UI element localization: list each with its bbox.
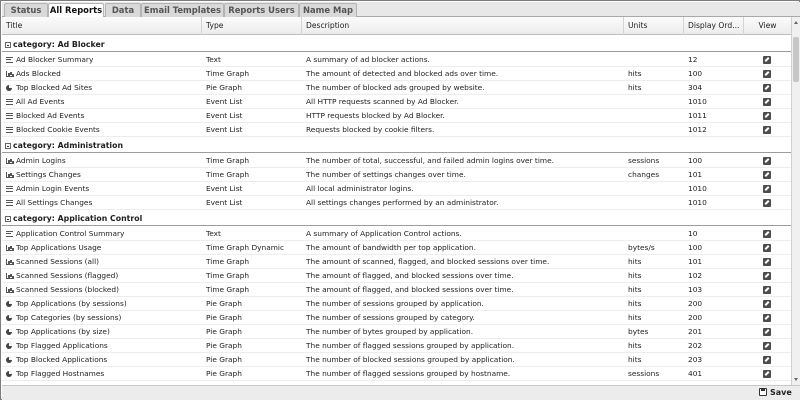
report-title: Blocked Ad Events [16, 111, 85, 120]
pie-chart-icon [6, 85, 12, 91]
column-header-units[interactable]: Units [624, 17, 684, 35]
column-header-description[interactable]: Description [302, 17, 624, 35]
scrollbar-thumb[interactable] [793, 37, 799, 82]
pie-chart-icon [6, 315, 12, 321]
view-report-icon[interactable] [763, 342, 771, 350]
table-row[interactable] [2, 53, 791, 67]
report-title-cell [2, 168, 202, 182]
bar-chart-icon [6, 273, 13, 279]
report-description-cell: The amount of flagged, and blocked sessions over time. [306, 271, 514, 280]
report-grid-body [2, 36, 791, 385]
pie-chart-icon [6, 343, 12, 349]
collapse-icon[interactable] [5, 216, 11, 222]
view-report-icon[interactable] [763, 185, 771, 193]
report-title: Scanned Sessions (all) [16, 257, 100, 266]
bar-chart-icon [6, 172, 13, 178]
table-row[interactable] [2, 95, 791, 109]
tab-name-map[interactable]: Name Map [299, 3, 357, 17]
display-order-cell: 1010 [688, 184, 707, 193]
tab-reports-users[interactable]: Reports Users [224, 3, 299, 17]
table-row[interactable] [2, 339, 791, 353]
collapse-icon[interactable] [5, 42, 11, 48]
column-header-title[interactable]: Title [2, 17, 202, 35]
display-order-cell: 101 [688, 170, 703, 179]
view-report-icon[interactable] [763, 56, 771, 64]
report-title-cell [2, 95, 202, 109]
scroll-up-arrow-icon[interactable] [794, 21, 798, 24]
report-description-cell: Requests blocked by cookie filters. [306, 125, 435, 134]
report-description-cell: A summary of ad blocker actions. [306, 55, 430, 64]
category-label [2, 36, 402, 52]
report-title-cell [2, 154, 202, 168]
view-report-icon[interactable] [763, 199, 771, 207]
bar-chart-icon [6, 71, 13, 77]
category-group-header[interactable] [2, 137, 791, 153]
report-title-cell [2, 339, 202, 353]
event-list-icon [6, 99, 13, 105]
report-units-cell: hits [628, 271, 642, 280]
report-units-cell: hits [628, 69, 642, 78]
view-report-icon[interactable] [763, 70, 771, 78]
report-title: Top Categories (by sessions) [16, 313, 122, 322]
report-title: Top Applications (by sessions) [16, 299, 127, 308]
report-units-cell [624, 53, 684, 67]
table-row[interactable] [2, 109, 791, 123]
table-row[interactable] [2, 283, 791, 297]
report-units-cell: hits [628, 341, 642, 350]
table-row[interactable] [2, 255, 791, 269]
report-type-cell: Time Graph [206, 156, 250, 165]
column-header-display-order[interactable]: Display Ord... [684, 17, 744, 35]
report-description-cell: The number of sessions grouped by category. [306, 313, 475, 322]
report-type-cell: Pie Graph [206, 327, 242, 336]
report-units-cell: hits [628, 355, 642, 364]
table-row[interactable] [2, 311, 791, 325]
event-list-icon [6, 186, 13, 192]
report-title-cell [2, 196, 202, 210]
event-list-icon [6, 127, 13, 133]
view-report-icon[interactable] [763, 356, 771, 364]
report-type-cell: Event List [206, 184, 243, 193]
report-title-cell [2, 182, 202, 196]
report-description-cell: The number of flagged sessions grouped by application. [306, 341, 515, 350]
category-group-header[interactable] [2, 36, 791, 52]
table-row[interactable] [2, 353, 791, 367]
save-button[interactable] [759, 387, 792, 400]
pie-chart-icon [6, 357, 12, 363]
report-description-cell: A summary of Application Control actions. [306, 229, 462, 238]
report-title: All Settings Changes [16, 198, 93, 207]
view-report-icon[interactable] [763, 370, 771, 378]
save-label: Save [770, 388, 792, 397]
report-type-cell: Event List [206, 125, 243, 134]
report-title: Admin Logins [16, 156, 66, 165]
report-title: All Ad Events [16, 97, 65, 106]
display-order-cell: 1012 [688, 125, 707, 134]
table-row[interactable] [2, 182, 791, 196]
report-type-cell: Time Graph Dynamic [206, 243, 285, 252]
report-type-cell: Text [206, 229, 221, 238]
report-units-cell: changes [628, 170, 660, 179]
report-title: Top Blocked Ad Sites [16, 83, 93, 92]
report-title: Blocked Cookie Events [16, 125, 100, 134]
display-order-cell: 201 [688, 327, 703, 336]
display-order-cell: 100 [688, 243, 703, 252]
report-title: Scanned Sessions (flagged) [16, 271, 119, 280]
report-description-cell: The amount of detected and blocked ads over time. [306, 69, 499, 78]
view-report-icon[interactable] [763, 328, 771, 336]
display-order-cell: 12 [688, 55, 698, 64]
table-row[interactable] [2, 154, 791, 168]
report-units-cell [624, 123, 684, 137]
display-order-cell: 1011 [688, 111, 707, 120]
report-title-cell [2, 297, 202, 311]
report-type-cell: Pie Graph [206, 83, 242, 92]
view-report-icon[interactable] [763, 244, 771, 252]
report-type-cell: Event List [206, 111, 243, 120]
report-description-cell: The amount of flagged, and blocked sessions over time. [306, 285, 514, 294]
display-order-cell: 401 [688, 369, 703, 378]
report-description-cell: The number of blocked ads grouped by website. [306, 83, 485, 92]
view-report-icon[interactable] [763, 230, 771, 238]
view-report-icon[interactable] [763, 98, 771, 106]
report-description-cell: The amount of bandwidth per top application. [306, 243, 476, 252]
scroll-down-arrow-icon[interactable] [794, 378, 798, 381]
report-units-cell [624, 95, 684, 109]
report-description-cell: The number of flagged sessions grouped by hostname. [306, 369, 511, 378]
report-title-cell [2, 241, 202, 255]
report-title-cell [2, 269, 202, 283]
report-title-cell [2, 123, 202, 137]
category-text: category: Application Control [13, 214, 143, 223]
pie-chart-icon [6, 301, 12, 307]
display-order-cell: 1010 [688, 97, 707, 106]
display-order-cell: 10 [688, 229, 698, 238]
report-title: Top Flagged Hostnames [16, 369, 105, 378]
report-units-cell [624, 196, 684, 210]
table-row[interactable] [2, 241, 791, 255]
report-units-cell: hits [628, 299, 642, 308]
report-description-cell: The number of settings changes over time. [306, 170, 466, 179]
view-report-icon[interactable] [763, 258, 771, 266]
category-text: category: Administration [13, 141, 124, 150]
report-type-cell: Time Graph [206, 285, 250, 294]
display-order-cell: 101 [688, 257, 703, 266]
pie-chart-icon [6, 371, 12, 377]
report-units-cell: bytes [628, 327, 649, 336]
report-units-cell [624, 182, 684, 196]
report-type-cell: Text [206, 55, 221, 64]
table-row[interactable] [2, 297, 791, 311]
pie-chart-icon [6, 329, 12, 335]
view-report-icon[interactable] [763, 300, 771, 308]
tab-all-reports[interactable]: All Reports [48, 3, 104, 18]
report-description-cell: All settings changes performed by an administrator. [306, 198, 499, 207]
report-units-cell [624, 109, 684, 123]
display-order-cell: 103 [688, 285, 703, 294]
event-list-icon [6, 200, 13, 206]
report-units-cell: sessions [628, 369, 660, 378]
display-order-cell: 203 [688, 355, 703, 364]
report-units-cell: sessions [628, 156, 660, 165]
tab-bar [2, 2, 800, 17]
category-text: category: Ad Blocker [13, 40, 105, 49]
column-header-type[interactable]: Type [202, 17, 302, 35]
display-order-cell: 1010 [688, 198, 707, 207]
report-title-cell [2, 67, 202, 81]
footer-toolbar [2, 385, 800, 400]
report-description-cell: The number of bytes grouped by application. [306, 327, 474, 336]
report-units-cell: hits [628, 257, 642, 266]
floppy-disk-icon [759, 388, 767, 396]
tab-email-templates[interactable]: Email Templates [141, 3, 224, 17]
view-report-icon[interactable] [763, 126, 771, 134]
tab-data[interactable]: Data [105, 3, 141, 17]
report-title-cell [2, 109, 202, 123]
report-title-cell [2, 283, 202, 297]
display-order-cell: 200 [688, 313, 703, 322]
report-type-cell: Time Graph [206, 271, 250, 280]
table-row[interactable] [2, 123, 791, 137]
report-title: Ad Blocker Summary [16, 55, 94, 64]
report-description-cell: The amount of scanned, flagged, and blocked sessions over time. [306, 257, 550, 266]
view-report-icon[interactable] [763, 157, 771, 165]
display-order-cell: 202 [688, 341, 703, 350]
report-units-cell [624, 227, 684, 241]
view-report-icon[interactable] [763, 171, 771, 179]
report-description-cell: All HTTP requests scanned by Ad Blocker. [306, 97, 459, 106]
report-type-cell: Pie Graph [206, 355, 242, 364]
table-row[interactable] [2, 367, 791, 381]
view-report-icon[interactable] [763, 272, 771, 280]
report-title: Ads Blocked [16, 69, 61, 78]
display-order-cell: 200 [688, 299, 703, 308]
category-label [2, 210, 402, 226]
report-description-cell: The number of total, successful, and failed admin logins over time. [306, 156, 554, 165]
report-description-cell: The number of sessions grouped by application. [306, 299, 484, 308]
report-description-cell: The number of blocked sessions grouped by application. [306, 355, 515, 364]
report-title-cell [2, 227, 202, 241]
report-title: Admin Login Events [16, 184, 90, 193]
report-type-cell: Event List [206, 97, 243, 106]
table-row[interactable] [2, 227, 791, 241]
report-units-cell: hits [628, 83, 642, 92]
report-units-cell: hits [628, 285, 642, 294]
report-description-cell: All local administrator logins. [306, 184, 414, 193]
report-title: Scanned Sessions (blocked) [16, 285, 119, 294]
table-row[interactable] [2, 168, 791, 182]
report-type-cell: Pie Graph [206, 299, 242, 308]
report-title-cell [2, 311, 202, 325]
report-title: Top Applications (by size) [16, 327, 110, 336]
report-title-cell [2, 255, 202, 269]
report-units-cell: bytes/s [628, 243, 655, 252]
report-title-cell [2, 81, 202, 95]
display-order-cell: 100 [688, 69, 703, 78]
category-label [2, 137, 402, 153]
table-row[interactable] [2, 196, 791, 210]
report-type-cell: Time Graph [206, 69, 250, 78]
text-report-icon [6, 231, 13, 237]
report-title: Top Flagged Applications [16, 341, 108, 350]
display-order-cell: 100 [688, 156, 703, 165]
table-row[interactable] [2, 325, 791, 339]
view-report-icon[interactable] [763, 286, 771, 294]
report-title-cell [2, 353, 202, 367]
report-units-cell: hits [628, 313, 642, 322]
table-row[interactable] [2, 81, 791, 95]
table-row[interactable] [2, 67, 791, 81]
report-type-cell: Pie Graph [206, 341, 242, 350]
bar-chart-icon [6, 245, 13, 251]
report-title-cell [2, 325, 202, 339]
report-title: Top Blocked Applications [16, 355, 108, 364]
text-report-icon [6, 57, 13, 63]
report-type-cell: Pie Graph [206, 369, 242, 378]
display-order-cell: 304 [688, 83, 703, 92]
report-title: Settings Changes [16, 170, 81, 179]
view-report-icon[interactable] [763, 112, 771, 120]
tab-status[interactable]: Status [4, 3, 48, 17]
event-list-icon [6, 113, 13, 119]
vertical-scrollbar[interactable] [791, 17, 800, 385]
report-type-cell: Event List [206, 198, 243, 207]
report-type-cell: Time Graph [206, 257, 250, 266]
bar-chart-icon [6, 259, 13, 265]
bar-chart-icon [6, 158, 13, 164]
grid-header [2, 17, 791, 35]
collapse-icon[interactable] [5, 143, 11, 149]
report-title-cell [2, 53, 202, 67]
table-row[interactable] [2, 269, 791, 283]
report-title: Top Applications Usage [16, 243, 102, 252]
report-description-cell: HTTP requests blocked by Ad Blocker. [306, 111, 445, 120]
category-group-header[interactable] [2, 210, 791, 226]
report-type-cell: Time Graph [206, 170, 250, 179]
report-title-cell [2, 367, 202, 381]
report-title: Application Control Summary [16, 229, 125, 238]
bar-chart-icon [6, 287, 13, 293]
report-type-cell: Pie Graph [206, 313, 242, 322]
display-order-cell: 102 [688, 271, 703, 280]
view-report-icon[interactable] [763, 314, 771, 322]
column-header-view[interactable]: View [758, 21, 777, 30]
view-report-icon[interactable] [763, 84, 771, 92]
